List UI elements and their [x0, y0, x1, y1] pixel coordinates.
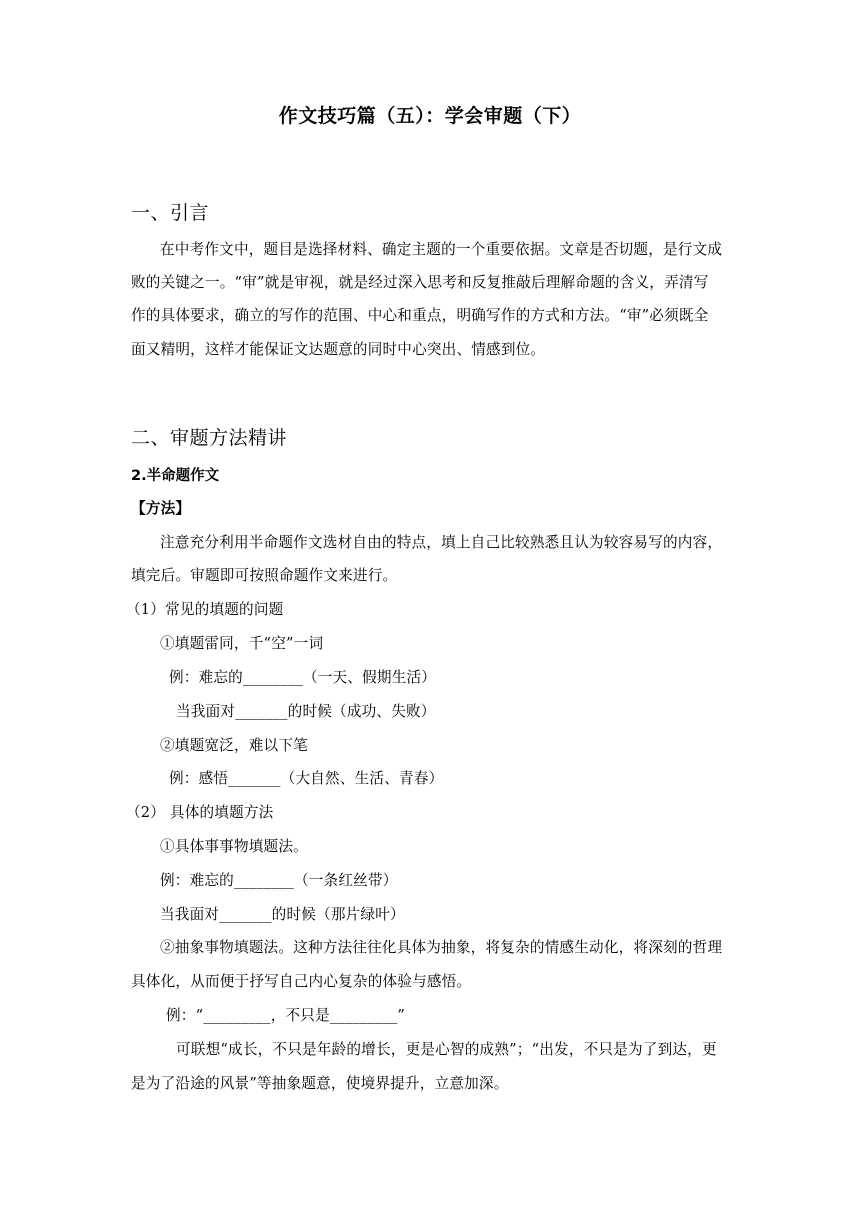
part1-heading: （1）常见的填题的问题 [126, 601, 284, 618]
part2-item1: ①具体事事物填题法。 [160, 838, 308, 855]
part1-item1-example1: 例：难忘的________（一天、假期生活） [169, 669, 437, 686]
part2-item2-line: 具体化，从而便于抒写自己内心复杂的体验与感悟。 [131, 973, 472, 990]
part2-item2-example: 例：“_________，不只是_________” [166, 1007, 406, 1024]
paragraph-line: 败的关键之一。“审”就是审视，就是经过深入思考和反复推敲后理解命题的含义，弄清写 [131, 274, 709, 291]
part2-item1-example1: 例：难忘的________（一条红丝带） [160, 872, 398, 889]
page-title: 作文技巧篇（五）：学会审题（下） [278, 105, 582, 127]
part2-item1-example2: 当我面对_______的时候（那片绿叶） [160, 906, 405, 923]
part2-item2-note-line: 是为了沿途的风景”等抽象题意，使境界提升，立意加深。 [131, 1075, 509, 1092]
section-heading-introduction: 一、引言 [131, 202, 210, 224]
part1-item1-example2: 当我面对_______的时候（成功、失败） [176, 703, 436, 720]
part2-item2-line: ②抽象事物填题法。这种方法往往化具体为抽象，将复杂的情感生动化，将深刻的哲理 [160, 939, 723, 956]
part1-item2: ②填题宽泛，难以下笔 [160, 737, 308, 754]
part2-item2-note-line: 可联想“成长，不只是年龄的增长，更是心智的成熟”；“出发，不只是为了到达，更 [176, 1041, 717, 1058]
paragraph-line: 作的具体要求，确立的写作的范围、中心和重点，明确写作的方式和方法。“审”必须既全 [131, 307, 709, 324]
paragraph-line: 在中考作文中，题目是选择材料、确定主题的一个重要依据。文章是否切题，是行文成 [160, 241, 723, 258]
method-label: 【方法】 [131, 500, 191, 517]
method-line: 注意充分利用半命题作文选材自由的特点，填上自己比较熟悉且认为较容易写的内容， [160, 534, 723, 551]
part1-item1: ①填题雷同，千“空”一词 [160, 635, 324, 652]
method-line: 填完后。审题即可按照命题作文来进行。 [131, 567, 398, 584]
part2-heading: （2） 具体的填题方法 [126, 804, 274, 821]
subheading-half-title-essay: 2.半命题作文 [131, 468, 220, 484]
part1-item2-example1: 例：感悟_______（大自然、生活、青春） [169, 770, 444, 787]
section-heading-methods: 二、审题方法精讲 [131, 427, 288, 449]
paragraph-line: 面又精明，这样才能保证文达题意的同时中心突出、情感到位。 [131, 341, 546, 358]
